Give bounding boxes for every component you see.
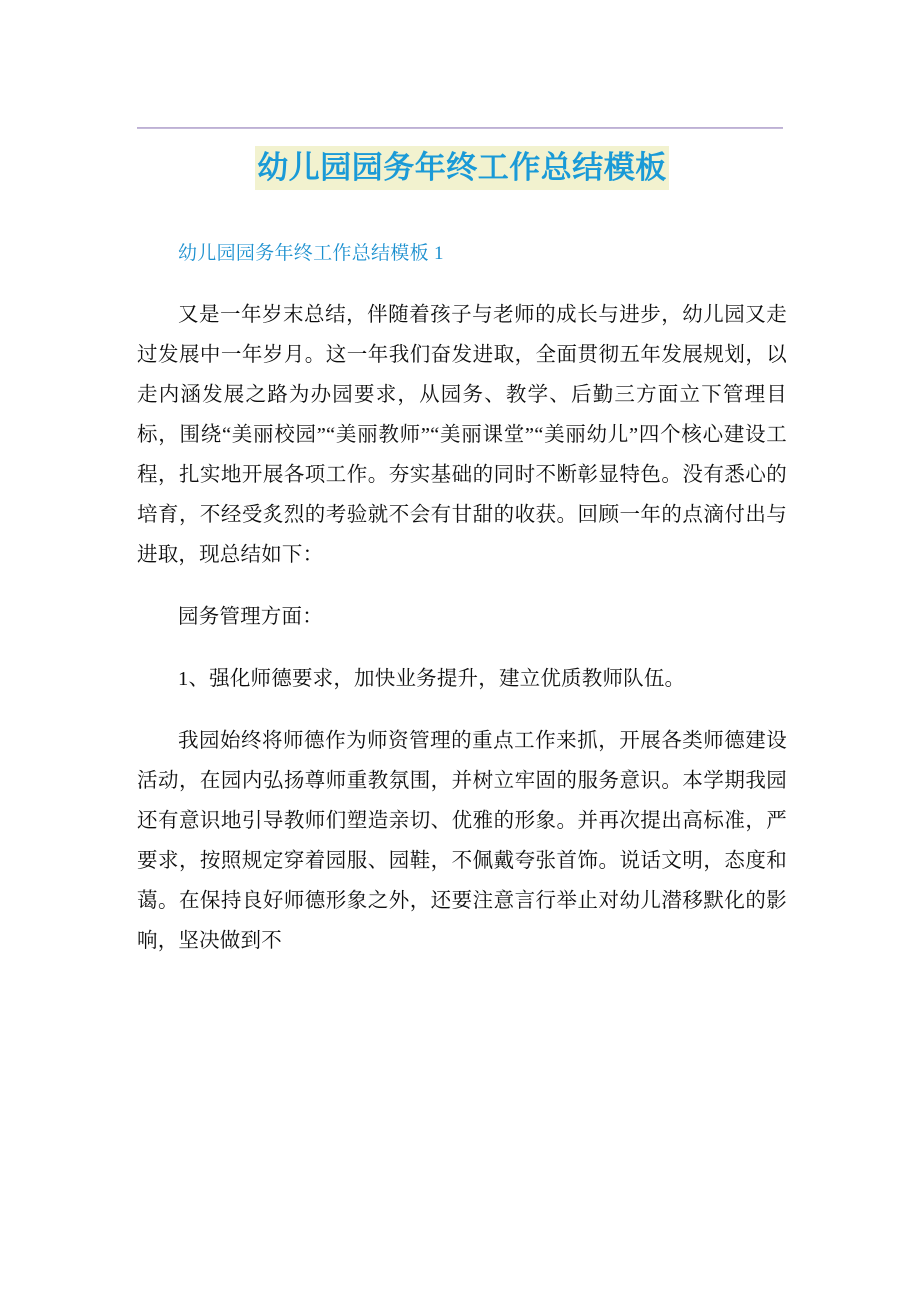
paragraph-intro: 又是一年岁末总结，伴随着孩子与老师的成长与进步，幼儿园又走过发展中一年岁月。这一年我们奋发进取，全面贯彻五年发展规划，以走内涵发展之路为办园要求，从园务、教学、后勤三方面立下管理目标，围绕“美丽校园”“美丽教师”“美丽课堂”“美丽幼儿”四个核心建设工程，扎实地开展各项工作。夯实基础的同时不断彰显特色。没有悉心的培育，不经受炙烈的考验就不会有甘甜的收获。回顾一年的点滴付出与进取，现总结如下： [137,304,787,567]
section-sub-heading: 幼儿园园务年终工作总结模板 1 [178,242,444,264]
page-title-text: 幼儿园园务年终工作总结模板 [255,146,669,190]
spacer-paragraph-1 [137,575,787,597]
document-content [137,140,787,961]
page-title [137,146,787,191]
paragraph-section-label: 园务管理方面： [178,606,323,629]
header-divider [137,127,783,129]
paragraph-list-item-1: 1、强化师德要求，加快业务提升，建立优质教师队伍。 [178,668,686,691]
spacer-after-title [137,191,787,239]
spacer-after-sub-heading [137,269,787,295]
paragraph-body-1: 我园始终将师德作为师资管理的重点工作来抓，开展各类师德建设活动，在园内弘扬尊师重教氛围，并树立牢固的服务意识。本学期我园还有意识地引导教师们塑造亲切、优雅的形象。并再次提出高标准，严要求，按照规定穿着园服、园鞋，不佩戴夸张首饰。说话文明，态度和蔼。在保持良好师德形象之外，还要注意言行举止对幼儿潜移默化的影响，坚决做到不 [137,730,787,953]
spacer-paragraph-2 [137,637,787,659]
spacer-paragraph-3 [137,699,787,721]
